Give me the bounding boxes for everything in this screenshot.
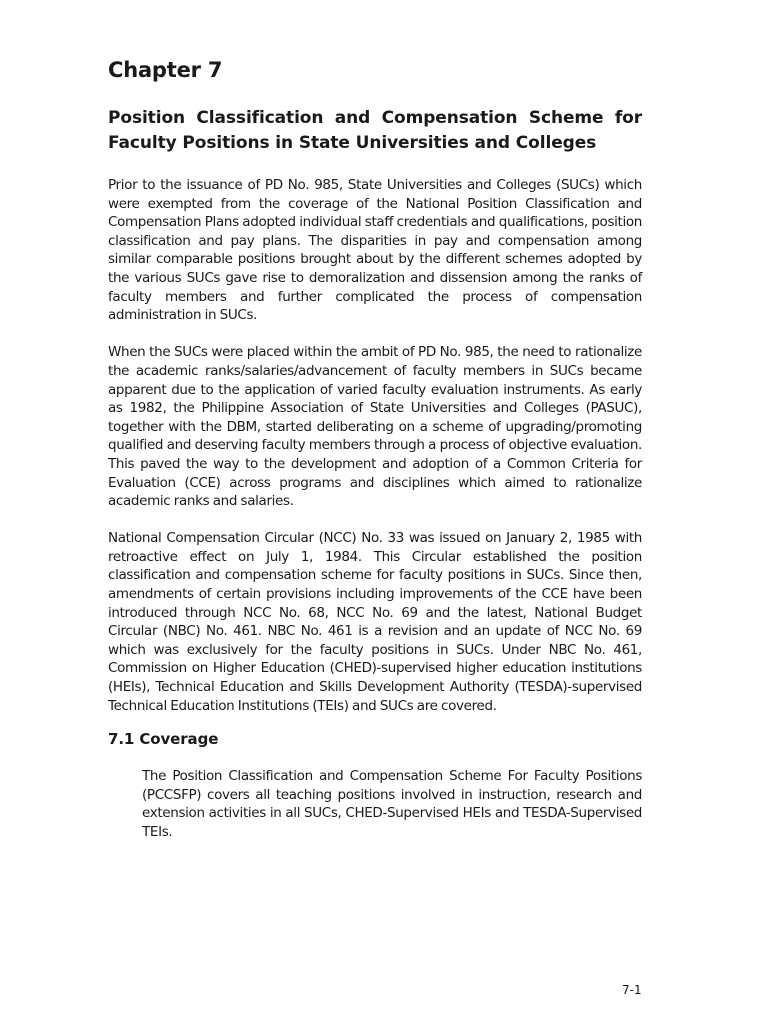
document-page <box>108 56 642 860</box>
chapter-title: Position Classification and Compensation Scheme for Faculty Positions in State Universities and Colleges <box>108 108 642 153</box>
paragraph-ncc33: National Compensation Circular (NCC) No. 33 was issued on January 2, 1985 with retroactive effect on July 1, 1984. This Circular established the position classification and compensation scheme for faculty positions in SUCs. Since then, amendments of certain provisions including improvements of the CCE have been introduced through NCC No. 68, NCC No. 69 and the latest, National Budget Circular (NBC) No. 461. NBC No. 461 is a revision and an update of NCC No. 69 which was exclusively for the faculty positions in SUCs. Under NBC No. 461, Commission on Higher Education (CHED)-supervised higher education institutions (HEIs), Technical Education and Skills Development Authority (TESDA)-supervised Technical Education Institutions (TEIs) and SUCs are covered. <box>108 530 642 714</box>
section-heading-coverage: 7.1 Coverage <box>108 730 219 749</box>
paragraph-pd985: When the SUCs were placed within the ambit of PD No. 985, the need to rationalize the academic ranks/salaries/advancement of faculty members in SUCs became apparent due to the application of varied faculty evaluation instruments. As early as 1982, the Philippine Association of State Universities and Colleges (PASUC), together with the DBM, started deliberating on a scheme of upgrading/promoting qualified and deserving faculty members through a process of objective evaluation. This paved the way to the development and adoption of a Common Criteria for Evaluation (CCE) across programs and disciplines which aimed to rationalize academic ranks and salaries. <box>108 344 642 510</box>
paragraph-coverage: The Position Classification and Compensation Scheme For Faculty Positions (PCCSFP) covers all teaching positions involved in instruction, research and extension activities in all SUCs, CHED-Supervised HEIs and TESDA-Supervised TEIs. <box>142 768 642 840</box>
chapter-label: Chapter 7 <box>108 58 223 82</box>
paragraph-intro: Prior to the issuance of PD No. 985, State Universities and Colleges (SUCs) which were exempted from the coverage of the National Position Classification and Compensation Plans adopted individual staff credentials and qualifications, position classification and pay plans. The disparities in pay and compensation among similar comparable positions brought about by the different schemes adopted by the various SUCs gave rise to demoralization and dissension among the ranks of faculty members and further complicated the process of compensation administration in SUCs. <box>108 177 642 324</box>
page-number: 7-1 <box>622 983 642 997</box>
